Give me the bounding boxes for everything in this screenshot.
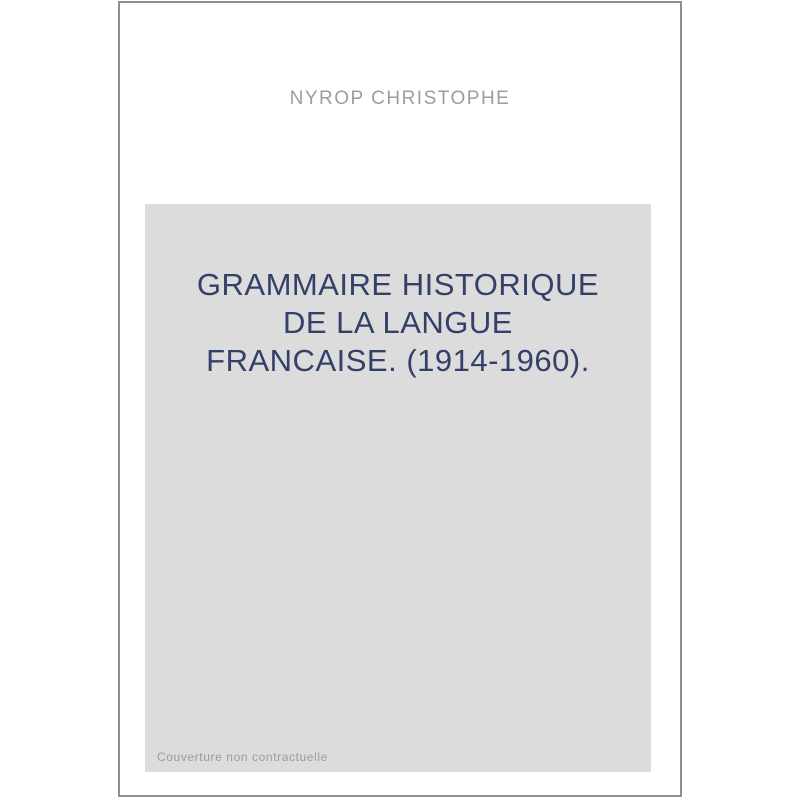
book-title-line-1: GRAMMAIRE HISTORIQUE: [196, 267, 600, 302]
book-title-line-2: DE LA LANGUE: [283, 305, 513, 340]
book-title-line-3: FRANCAISE. (1914-1960).: [206, 343, 590, 378]
book-title: [145, 266, 651, 380]
disclaimer-text: Couverture non contractuelle: [157, 750, 328, 764]
author-name: NYROP CHRISTOPHE: [289, 88, 511, 109]
title-panel: [145, 204, 651, 772]
cover-page: [118, 1, 682, 797]
